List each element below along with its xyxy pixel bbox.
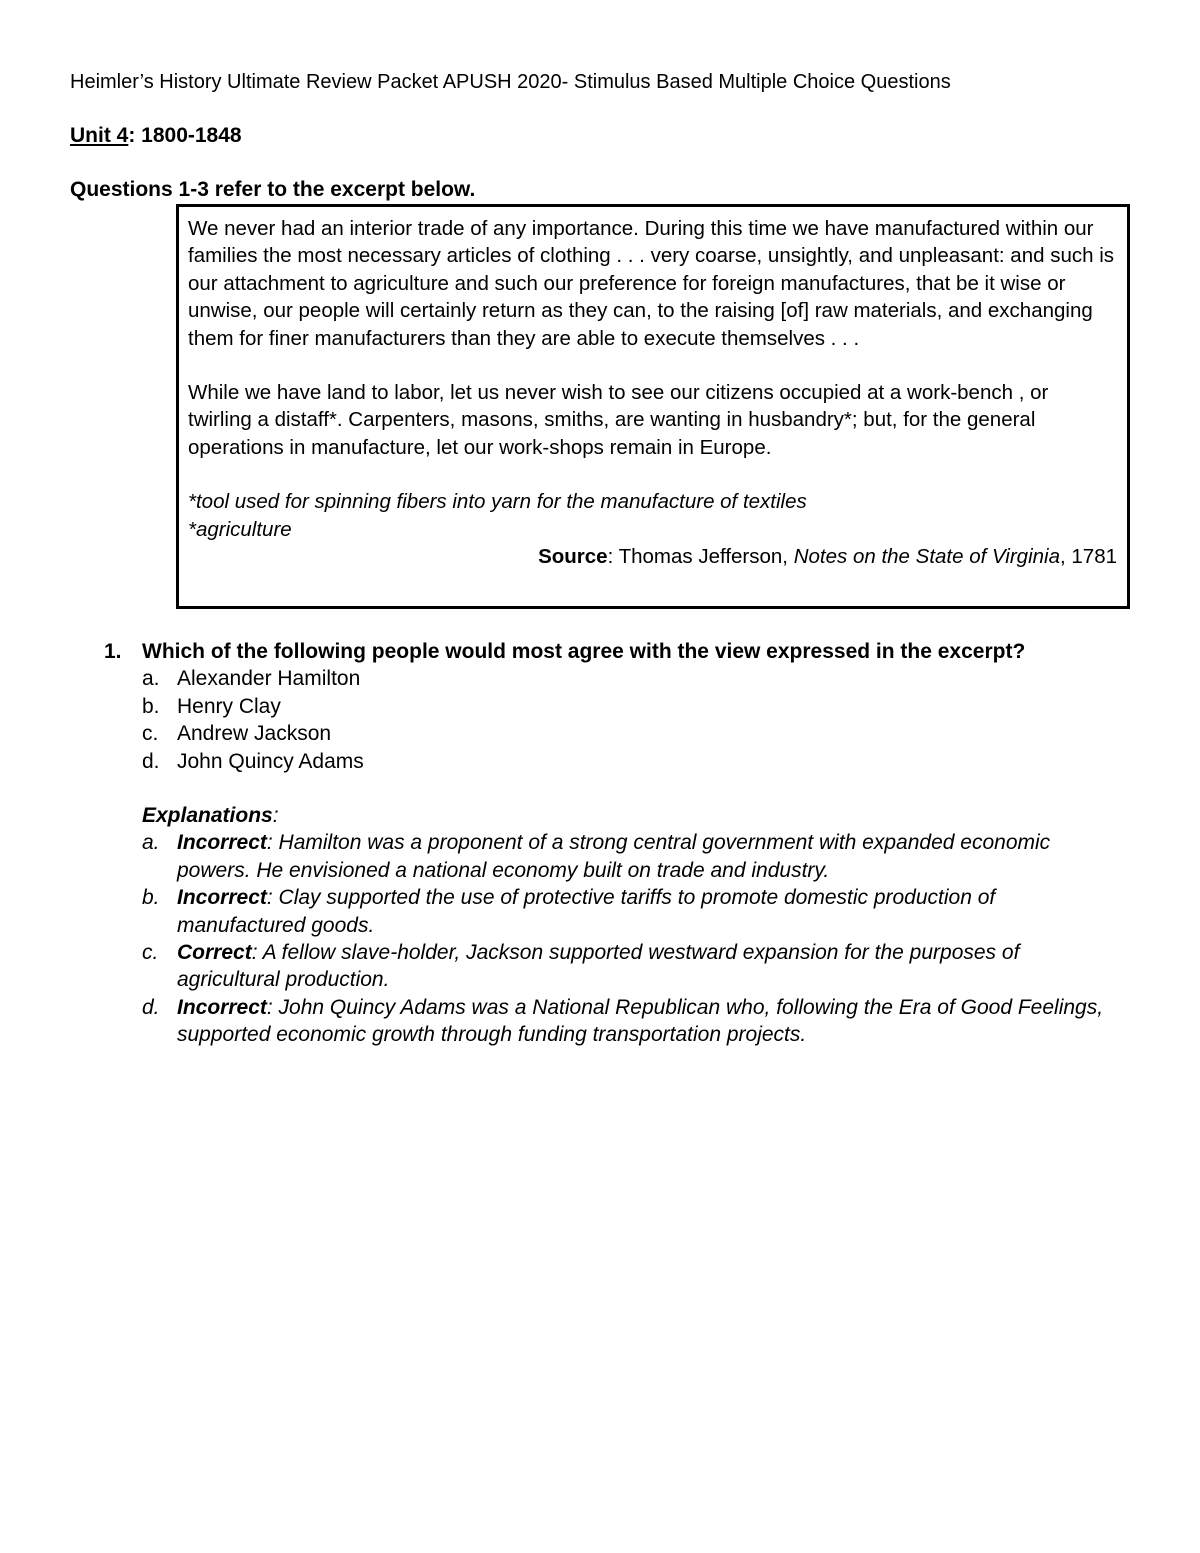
question-1 — [104, 638, 1144, 1049]
question-text: Which of the following people would most agree with the view expressed in the excerpt? — [142, 640, 1026, 663]
option-b — [142, 693, 1144, 720]
answer-options — [142, 665, 1144, 775]
option-letter: d. — [142, 749, 160, 773]
question-number: 1. — [104, 640, 122, 663]
option-letter: b. — [142, 694, 160, 718]
option-c — [142, 720, 1144, 747]
unit-heading — [70, 122, 242, 150]
explanations-title: Explanations — [142, 804, 273, 828]
footnote-husbandry: *agriculture — [188, 517, 292, 541]
explanations-colon: : — [272, 804, 279, 828]
source-suffix: , 1781 — [1060, 545, 1117, 569]
questions-reference: Questions 1-3 refer to the excerpt below. — [70, 178, 476, 201]
explanations-list — [142, 829, 1144, 1048]
option-letter: c. — [142, 722, 159, 746]
option-text: Henry Clay — [177, 694, 281, 718]
option-a — [142, 665, 1144, 692]
explanation-verdict: Correct — [177, 941, 252, 965]
option-text: Alexander Hamilton — [177, 667, 361, 691]
question-1-stem — [104, 638, 1144, 665]
option-d — [142, 748, 1144, 775]
explanations-heading — [142, 802, 1144, 829]
unit-colon: : — [128, 124, 142, 147]
excerpt-paragraph-2: While we have land to labor, let us never wish to see our citizens occupied at a work-bench , or twirling a distaff*. Carpenters, masons, smiths, are wanting in husbandry*; but, for the general operations in manufacture, let our work-shops remain in Europe. — [188, 381, 1049, 459]
explanation-b — [142, 884, 1144, 939]
explanation-c — [142, 939, 1144, 994]
explanation-text: : Clay supported the use of protective tariffs to promote domestic production of manufactured goods. — [177, 886, 996, 937]
explanation-body — [177, 884, 1107, 939]
option-letter: a. — [142, 667, 160, 691]
explanation-a — [142, 829, 1144, 884]
explanation-body — [177, 994, 1107, 1049]
explanation-text: : Hamilton was a proponent of a strong central government with expanded economic powers. He envisioned a national economy built on trade and industry. — [177, 831, 1051, 882]
excerpt-source — [188, 543, 1117, 570]
explanation-body — [177, 829, 1107, 884]
explanation-verdict: Incorrect — [177, 995, 267, 1019]
explanation-letter: b. — [142, 886, 160, 910]
explanation-d — [142, 994, 1144, 1049]
explanation-verdict: Incorrect — [177, 886, 267, 910]
explanation-letter: c. — [142, 941, 159, 965]
option-text: John Quincy Adams — [177, 749, 364, 773]
option-text: Andrew Jackson — [177, 722, 332, 746]
source-label: Source — [538, 545, 608, 569]
explanation-body — [177, 939, 1107, 994]
footnote-distaff: *tool used for spinning fibers into yarn for the manufacture of textiles — [188, 490, 807, 514]
excerpt-paragraph-1: We never had an interior trade of any importance. During this time we have manufactured within our families the most necessary articles of clothing . . . very coarse, unsightly, and unpleasant: and such is our attachment to agriculture and such our preference for foreign manufactures, that be it wise or unwise, our people will certainly return as they can, to the raising [of] raw materials, and exchanging them for finer manufacturers than they are able to execute themselves . . . — [188, 217, 1114, 350]
explanation-letter: a. — [142, 831, 160, 855]
excerpt-box — [176, 204, 1130, 609]
unit-years: 1800-1848 — [141, 124, 242, 147]
page-header: Heimler’s History Ultimate Review Packet APUSH 2020- Stimulus Based Multiple Choice Questions — [70, 71, 951, 93]
explanation-text: : A fellow slave-holder, Jackson supported westward expansion for the purposes of agricultural production. — [177, 941, 1020, 992]
source-prefix: : Thomas Jefferson, — [607, 545, 794, 569]
explanation-text: : John Quincy Adams was a National Republican who, following the Era of Good Feelings, supported economic growth through funding transportation projects. — [177, 995, 1104, 1047]
explanation-verdict: Incorrect — [177, 831, 267, 855]
unit-label: Unit 4 — [70, 124, 129, 147]
explanation-letter: d. — [142, 995, 160, 1019]
source-title: Notes on the State of Virginia — [793, 545, 1060, 569]
